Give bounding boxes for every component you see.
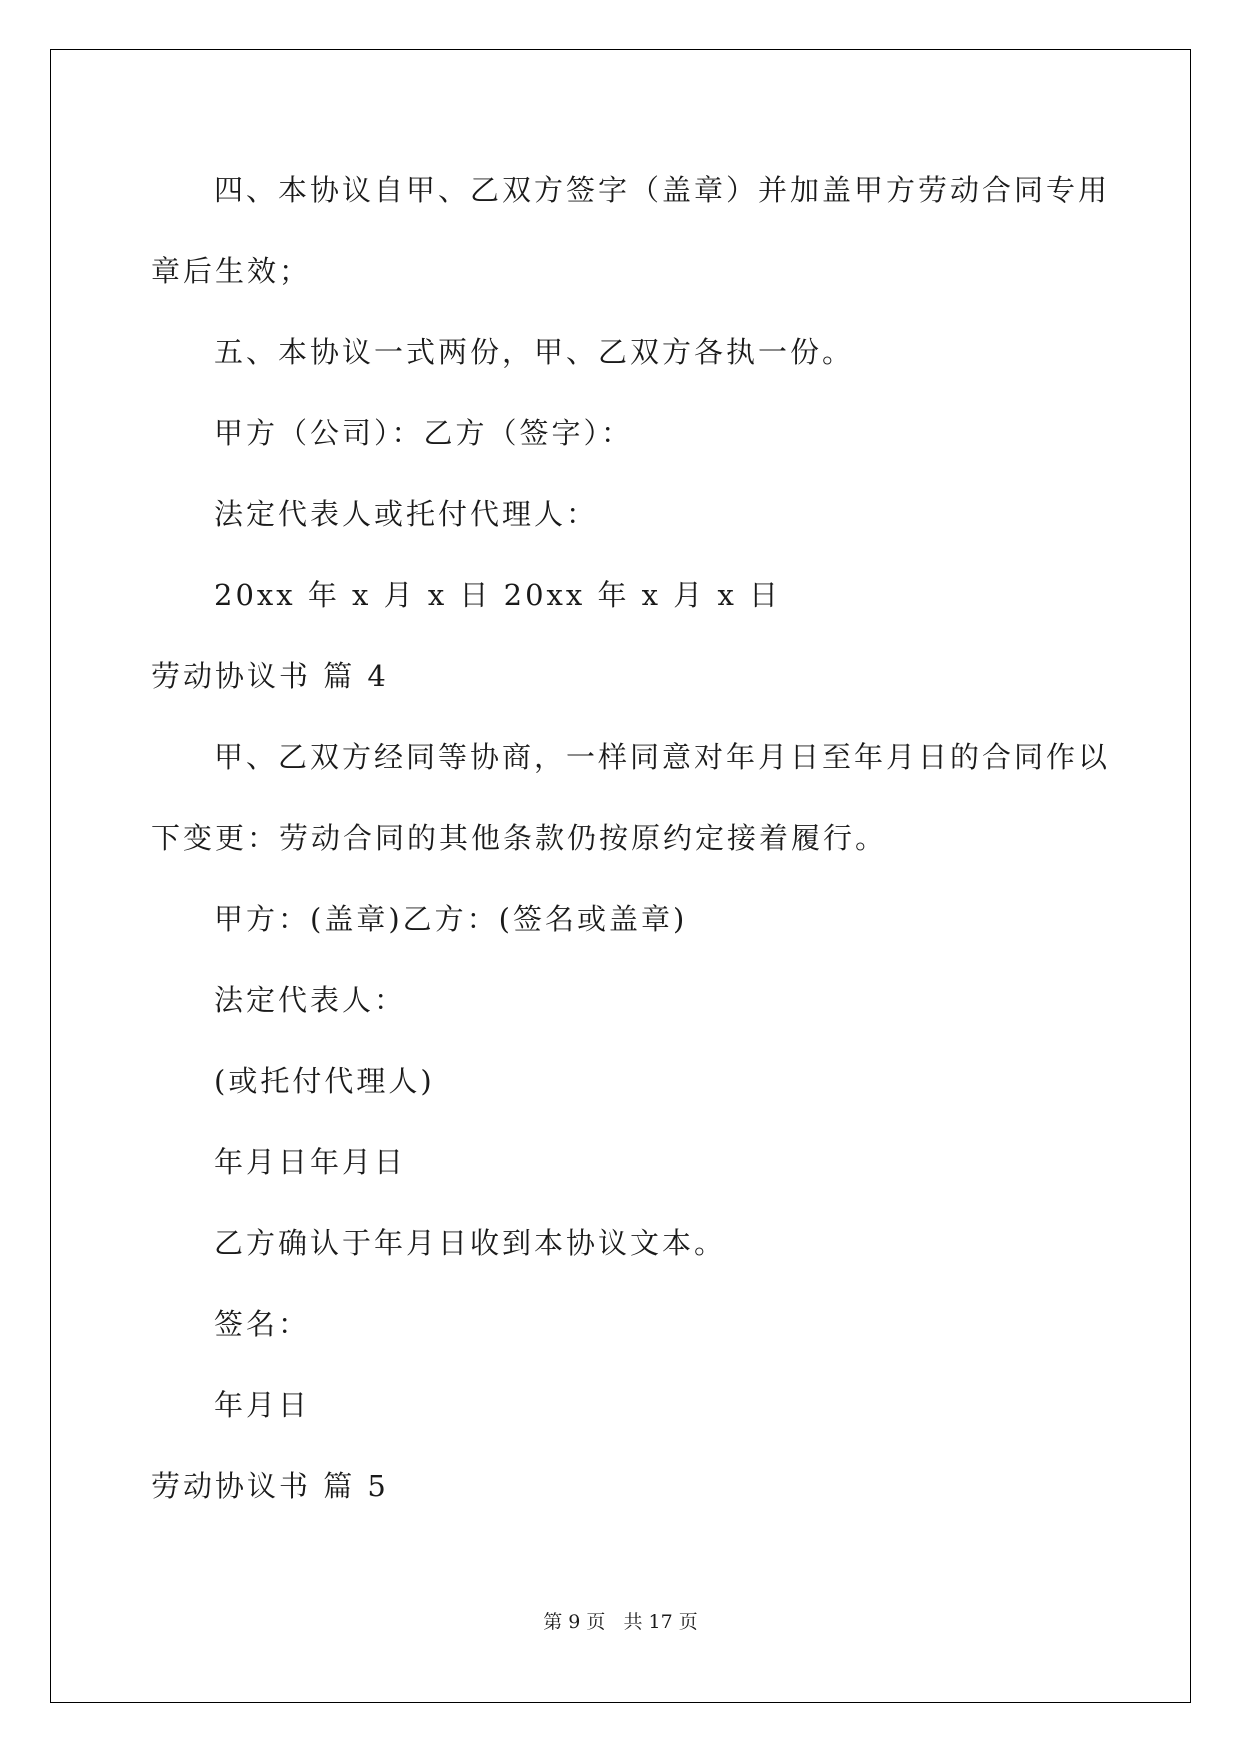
- legal-representative-line: 法定代表人或托付代理人：: [214, 497, 599, 531]
- party-stamp-line: 甲方：(盖章)乙方：(签名或盖章): [214, 902, 688, 936]
- date-line: 20xx 年 x 月 x 日 20xx 年 x 月 x 日: [214, 578, 782, 612]
- clause-five: 五、本协议一式两份，甲、乙双方各执一份。: [214, 335, 855, 369]
- total-pages: 共 17 页: [623, 1611, 698, 1633]
- authorized-agent-label: (或托付代理人): [214, 1064, 435, 1098]
- page-border: [50, 49, 1191, 1703]
- clause-four-line-2: 章后生效；: [151, 254, 312, 288]
- receipt-confirmation: 乙方确认于年月日收到本协议文本。: [214, 1226, 727, 1260]
- signature-date-line: 年月日: [214, 1388, 311, 1422]
- blank-date-line: 年月日年月日: [214, 1145, 407, 1179]
- page-number: 第 9 页: [543, 1611, 606, 1633]
- legal-representative-label: 法定代表人：: [214, 983, 407, 1017]
- page-footer: [0, 1610, 1241, 1634]
- section-4-paragraph-line-1: 甲、乙双方经同等协商，一样同意对年月日至年月日的合同作以: [214, 740, 1111, 774]
- section-heading-4: 劳动协议书 篇 4: [151, 659, 389, 693]
- signature-label: 签名：: [214, 1307, 311, 1341]
- section-4-paragraph-line-2: 下变更：劳动合同的其他条款仍按原约定接着履行。: [151, 821, 888, 855]
- section-heading-5: 劳动协议书 篇 5: [151, 1469, 389, 1503]
- clause-four-line-1: 四、本协议自甲、乙双方签字（盖章）并加盖甲方劳动合同专用: [214, 173, 1111, 207]
- party-signature-line: 甲方（公司）：乙方（签字）：: [214, 416, 634, 450]
